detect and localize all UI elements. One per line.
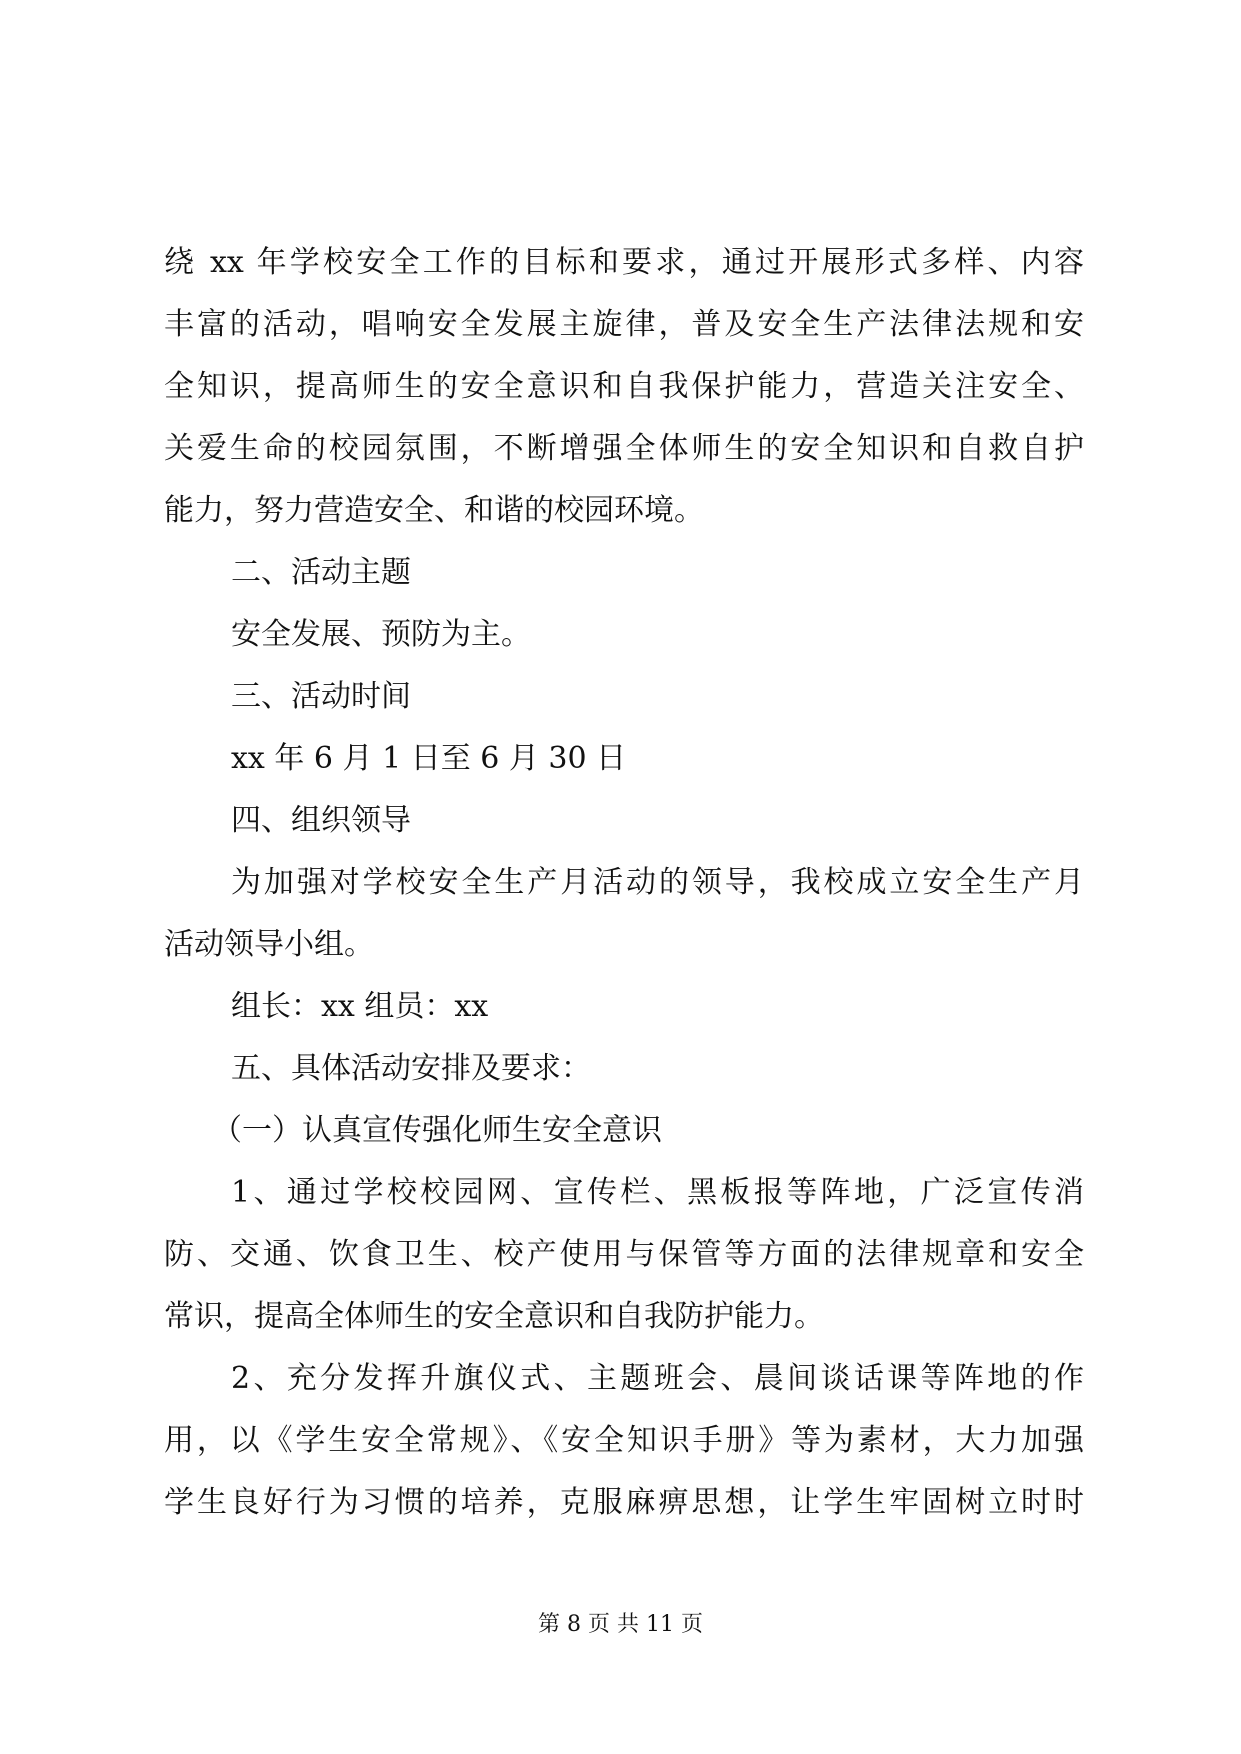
text-line-17: 防、交通、饮食卫生、校产使用与保管等方面的法律规章和安全 <box>164 1237 1084 1272</box>
text-line-5: 能力，努力营造安全、和谐的校园环境。 <box>164 493 704 528</box>
section-heading-5: 五、具体活动安排及要求： <box>231 1051 591 1086</box>
section-heading-4: 四、组织领导 <box>231 803 411 838</box>
text-line-9: xx 年 6 月 1 日至 6 月 30 日 <box>231 741 627 776</box>
text-line-19: 2、充分发挥升旗仪式、主题班会、晨间谈话课等阵地的作 <box>231 1361 1084 1396</box>
text-line-12: 活动领导小组。 <box>164 927 374 962</box>
text-line-13: 组长：xx 组员：xx <box>231 989 489 1024</box>
text-line-20: 用，以《学生安全常规》、《安全知识手册》等为素材，大力加强 <box>164 1423 1084 1458</box>
text-line-2: 丰富的活动，唱响安全发展主旋律，普及安全生产法律法规和安 <box>164 307 1084 342</box>
text-line-21: 学生良好行为习惯的培养，克服麻痹思想，让学生牢固树立时时 <box>164 1485 1084 1520</box>
text-line-3: 全知识，提高师生的安全意识和自我保护能力，营造关注安全、 <box>164 369 1084 404</box>
text-line-18: 常识，提高全体师生的安全意识和自我防护能力。 <box>164 1299 824 1334</box>
text-line-1: 绕 xx 年学校安全工作的目标和要求，通过开展形式多样、内容 <box>164 245 1084 280</box>
subsection-heading-1: （一）认真宣传强化师生安全意识 <box>212 1113 662 1148</box>
text-line-4: 关爱生命的校园氛围，不断增强全体师生的安全知识和自救自护 <box>164 431 1084 466</box>
document-body <box>164 232 1084 1534</box>
section-heading-3: 三、活动时间 <box>231 679 411 714</box>
page-footer: 第 8 页 共 11 页 <box>538 1612 703 1637</box>
text-line-11: 为加强对学校安全生产月活动的领导，我校成立安全生产月 <box>231 865 1084 900</box>
text-line-7: 安全发展、预防为主。 <box>231 617 531 652</box>
section-heading-2: 二、活动主题 <box>231 555 411 590</box>
text-line-16: 1、通过学校校园网、宣传栏、黑板报等阵地，广泛宣传消 <box>231 1175 1084 1210</box>
